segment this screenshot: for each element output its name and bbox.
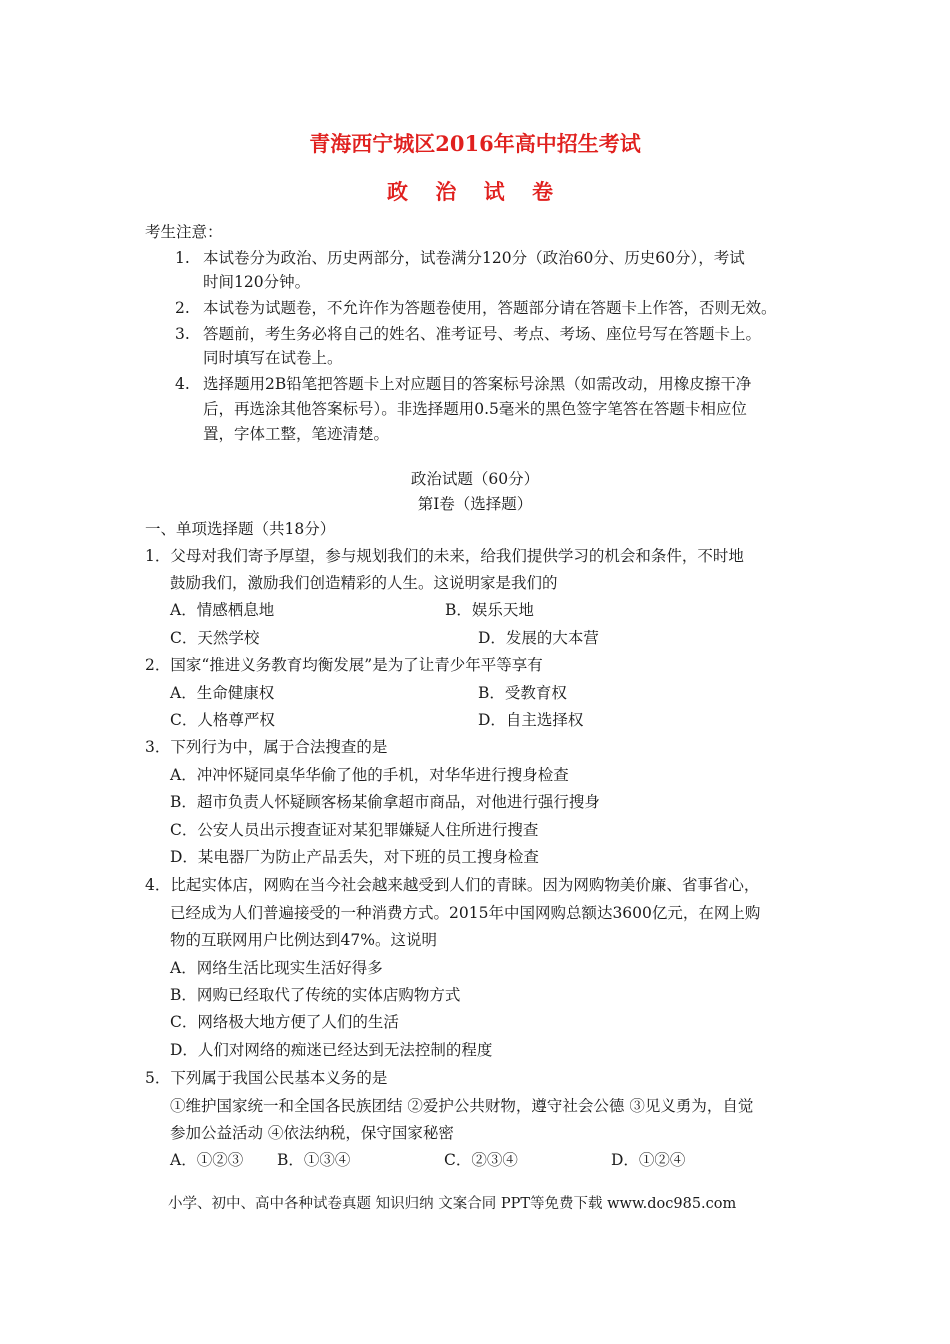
question-2-option-c: C．人格尊严权 — [170, 711, 275, 729]
notice-item-4-num: 4. — [175, 375, 190, 393]
notice-item-1-line-1: 本试卷分为政治、历史两部分，试卷满分120分（政治60分、历史60分），考试 — [203, 249, 745, 267]
notice-item-3-line-2: 同时填写在试卷上。 — [203, 349, 343, 367]
question-5-option-c: C．②③④ — [444, 1151, 518, 1169]
footer-text: 小学、初中、高中各种试卷真题 知识归纳 文案合同 PPT等免费下载 www.doc985.com — [168, 1196, 737, 1212]
notice-item-4-line-1: 选择题用2B铅笔把答题卡上对应题目的答案标号涂黑（如需改动，用橡皮擦干净 — [203, 375, 752, 393]
notice-item-2-num: 2. — [175, 299, 190, 317]
question-3-option-c: C．公安人员出示搜查证对某犯罪嫌疑人住所进行搜查 — [170, 821, 539, 839]
question-5-option-a: A．①②③ — [170, 1151, 244, 1169]
section-title: 政治试题（60分） — [410, 470, 540, 488]
question-2-option-a: A．生命健康权 — [170, 684, 275, 702]
question-2-option-d: D．自主选择权 — [478, 711, 584, 729]
question-1-option-b: B．娱乐天地 — [445, 601, 534, 619]
question-5-stem-line-2: ①维护国家统一和全国各民族团结 ②爱护公共财物，遵守社会公德 ③见义勇为，自觉 — [170, 1097, 754, 1115]
exam-subtitle: 政 治 试 卷 — [387, 179, 563, 204]
part-title: 第Ⅰ卷（选择题） — [417, 495, 533, 513]
notice-item-2-line-1: 本试卷为试题卷，不允许作为答题卷使用，答题部分请在答题卡上作答，否则无效。 — [203, 299, 777, 317]
question-4-option-b: B．网购已经取代了传统的实体店购物方式 — [170, 986, 461, 1004]
question-5-stem-line-1: 5．下列属于我国公民基本义务的是 — [145, 1069, 388, 1087]
question-5-stem-line-3: 参加公益活动 ④依法纳税，保守国家秘密 — [170, 1124, 454, 1142]
question-3-option-b: B．超市负责人怀疑顾客杨某偷拿超市商品，对他进行强行搜身 — [170, 793, 600, 811]
question-2-stem-line-1: 2．国家“推进义务教育均衡发展”是为了让青少年平等享有 — [145, 656, 543, 674]
notice-item-1-line-2: 时间120分钟。 — [203, 273, 311, 291]
question-1-option-a: A．情感栖息地 — [170, 601, 275, 619]
question-3-stem-line-1: 3．下列行为中，属于合法搜查的是 — [145, 738, 388, 756]
question-1-stem-line-1: 1．父母对我们寄予厚望，参与规划我们的未来，给我们提供学习的机会和条件，不时地 — [145, 547, 744, 565]
question-3-option-a: A．冲冲怀疑同桌华华偷了他的手机，对华华进行搜身检查 — [170, 766, 569, 784]
question-4-option-a: A．网络生活比现实生活好得多 — [170, 959, 383, 977]
notice-item-1-num: 1. — [175, 249, 190, 267]
question-5-option-b: B．①③④ — [277, 1151, 351, 1169]
question-1-option-c: C．天然学校 — [170, 629, 260, 647]
question-4-stem-line-2: 已经成为人们普遍接受的一种消费方式。2015年中国网购总额达3600亿元，在网上购 — [170, 904, 761, 922]
question-4-option-c: C．网络极大地方便了人们的生活 — [170, 1013, 399, 1031]
exam-title: 青海西宁城区2016年高中招生考试 — [309, 131, 641, 156]
notice-item-4-line-2: 后，再选涂其他答案标号）。非选择题用0.5毫米的黑色签字笔答在答题卡相应位 — [203, 400, 747, 418]
notice-heading: 考生注意： — [145, 223, 223, 241]
question-4-stem-line-3: 物的互联网用户比例达到47%。这说明 — [170, 931, 437, 949]
question-4-stem-line-1: 4．比起实体店，网购在当今社会越来越受到人们的青睐。因为网购物美价廉、省事省心， — [145, 876, 760, 894]
question-4-option-d: D．人们对网络的痴迷已经达到无法控制的程度 — [170, 1041, 493, 1059]
notice-item-3-line-1: 答题前，考生务必将自己的姓名、准考证号、考点、考场、座位号写在答题卡上。 — [203, 325, 762, 343]
notice-item-3-num: 3. — [175, 325, 190, 343]
question-1-stem-line-2: 鼓励我们，激励我们创造精彩的人生。这说明家是我们的 — [170, 574, 558, 592]
part-heading: 一、单项选择题（共18分） — [145, 520, 336, 538]
question-1-option-d: D．发展的大本营 — [478, 629, 599, 647]
question-2-option-b: B．受教育权 — [478, 684, 567, 702]
question-3-option-d: D．某电器厂为防止产品丢失，对下班的员工搜身检查 — [170, 848, 539, 866]
question-5-option-d: D．①②④ — [611, 1151, 686, 1169]
notice-item-4-line-3: 置，字体工整，笔迹清楚。 — [203, 425, 390, 443]
